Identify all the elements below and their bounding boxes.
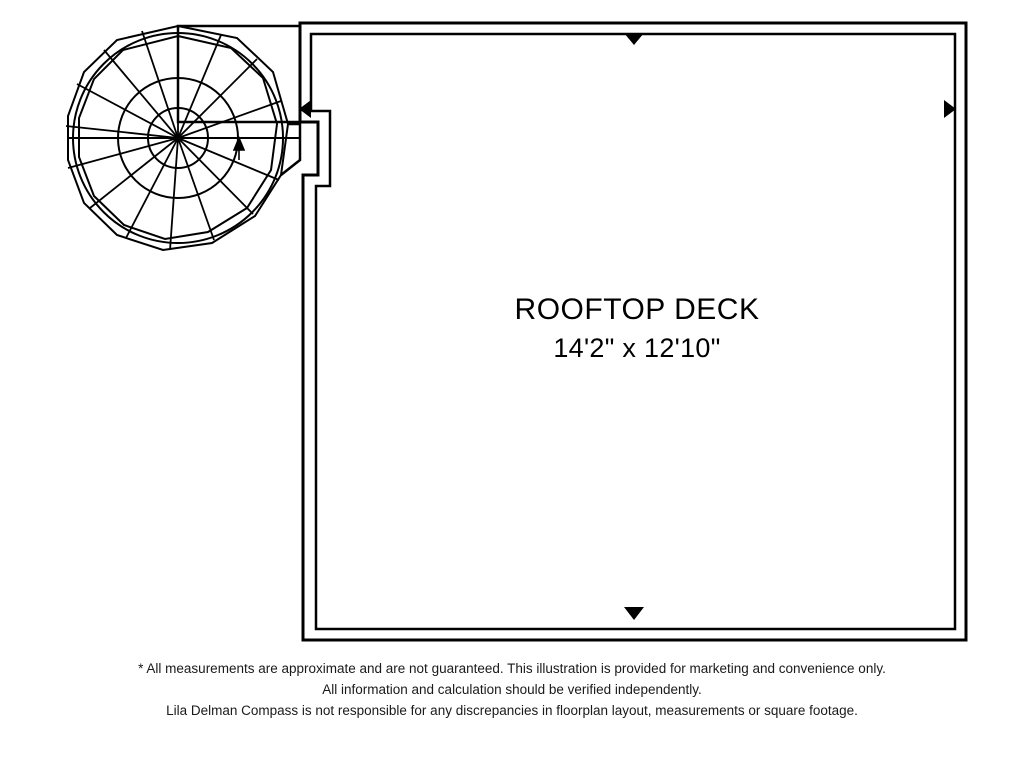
- arrow-down-icon-top: [624, 33, 644, 45]
- disclaimer-text: [0, 658, 1024, 721]
- disclaimer-line-3: Lila Delman Compass is not responsible for any discrepancies in floorplan layout, measurements or square footage.: [166, 703, 858, 718]
- disclaimer-line-2: All information and calculation should be verified independently.: [322, 682, 702, 697]
- room-label: [412, 292, 862, 365]
- room-name: ROOFTOP DECK: [514, 293, 760, 326]
- room-dimensions: 14'2" x 12'10": [553, 333, 721, 363]
- arrow-down-icon-bottom: [624, 607, 644, 620]
- spiral-staircase-icon: [66, 26, 300, 250]
- disclaimer-line-1: * All measurements are approximate and are not guaranteed. This illustration is provided for marketing and convenience only.: [138, 661, 886, 676]
